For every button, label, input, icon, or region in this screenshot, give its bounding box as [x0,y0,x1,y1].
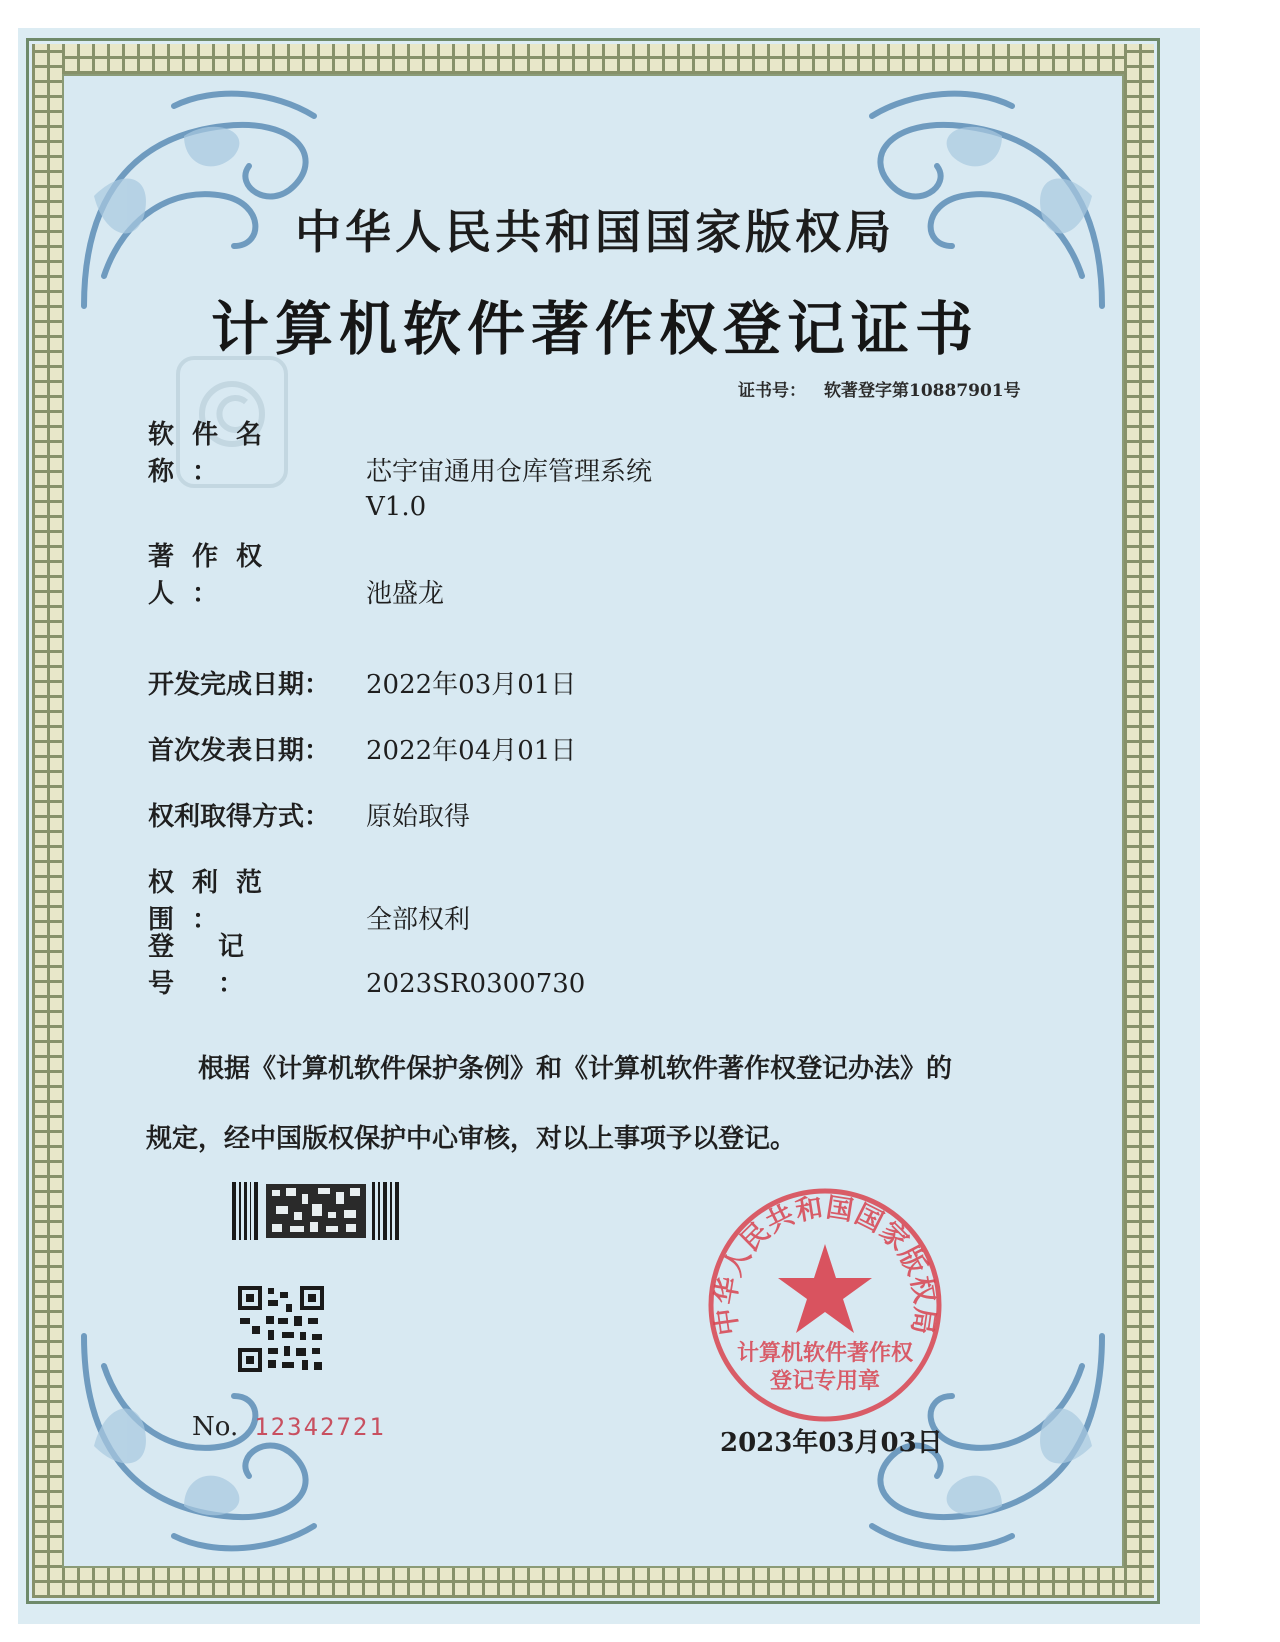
certificate-number-label: 证书号： [738,381,806,401]
fret-border-left [32,44,62,1598]
issuing-authority: 中华人民共和国国家版权局 [295,205,895,259]
seal-outer-text: 中华人民共和国国家版权局 [710,1192,940,1338]
field-label: 权利范围： [148,868,281,935]
field-value: 2022年03月01日 [366,670,577,700]
fret-border-top [32,44,1154,74]
field-label: 软件名称： [148,420,281,487]
field-value: 2022年04月01日 [366,736,577,766]
field-value: 池盛龙 [366,579,445,609]
field-label: 权利取得方式： [148,802,331,832]
statement-line-1: 根据《计算机软件保护条例》和《计算机软件著作权登记办法》的 [198,1054,953,1084]
field-label: 著作权人： [148,542,281,609]
barcode [232,1182,400,1240]
seal-star-icon [778,1244,872,1333]
serial-value: 12342721 [254,1413,386,1441]
field-value: 原始取得 [366,802,471,832]
certificate-number-value: 软著登字第10887901号 [824,381,1021,401]
field-development-date [148,664,576,701]
qr-code [238,1286,324,1372]
fret-border-bottom [32,1568,1154,1598]
field-value-version: V1.0 [366,492,427,522]
serial-prefix: No. [192,1412,239,1442]
field-label: 首次发表日期： [148,736,331,766]
certificate-title: 计算机软件著作权登记证书 [210,295,979,363]
issue-date: 2023年03月03日 [720,1428,943,1458]
field-rights-acquisition [148,796,470,833]
field-first-publish-date [148,730,576,767]
field-value: 2023SR0300730 [366,969,586,999]
field-registration-number [148,926,585,1000]
fret-border-right [1124,44,1154,1598]
official-seal [700,1180,950,1430]
field-label: 登记号： [148,932,289,999]
field-value: 全部权利 [366,905,471,935]
serial-number [192,1412,386,1442]
field-copyright-owner [148,536,444,610]
statement-line-2: 规定，经中国版权保护中心审核，对以上事项予以登记。 [146,1124,797,1154]
field-label: 开发完成日期： [148,670,331,700]
seal-inner-line-2: 登记专用章 [769,1368,881,1394]
field-rights-scope [148,862,470,936]
seal-inner-line-1: 计算机软件著作权 [736,1340,914,1366]
certificate-number [738,376,1021,401]
field-value: 芯宇宙通用仓库管理系统 [366,457,653,487]
field-software-name [148,414,652,522]
